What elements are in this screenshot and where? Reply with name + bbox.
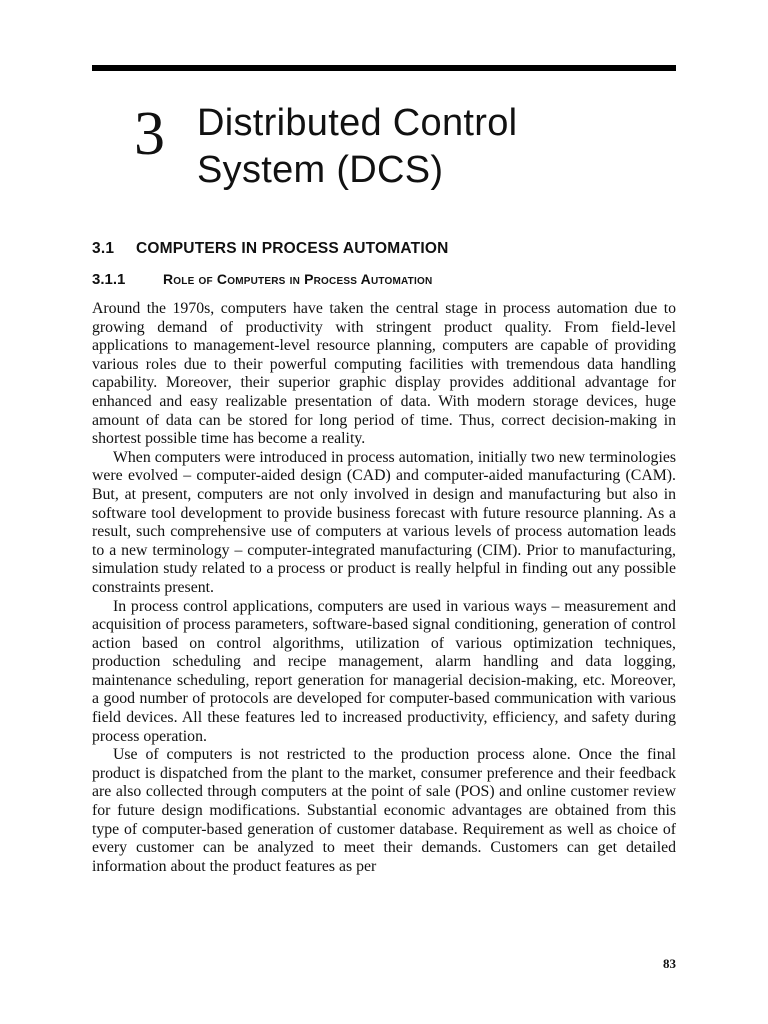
top-rule <box>92 65 676 71</box>
page-number: 83 <box>663 956 676 971</box>
paragraph: In process control applications, computers are used in various ways – measurement and acquisition of process parameters, software-based signal conditioning, generation of control action based on control algorithms, utilization of various optimization techniques, production scheduling and recipe management, alarm handling and data logging, maintenance scheduling, report generation for managerial decision-making, etc. Moreover, a good number of protocols are developed for computer-based communication with various field devices. All these features led to increased productivity, efficiency, and safety during process operation. <box>92 597 676 745</box>
paragraph: When computers were introduced in process automation, initially two new terminologies were evolved – computer-aided design (CAD) and computer-aided manufacturing (CAM). But, at present, computers are not only involved in design and manufacturing but also in software tool development to provide business forecast with future resource planning. As a result, such comprehensive use of computers at various levels of process automation leads to a new terminology – computer-integrated manufacturing (CIM). Prior to manufacturing, simulation study related to a process or product is really helpful in finding out any possible constraints present. <box>92 448 676 596</box>
chapter-number: 3 <box>134 100 165 168</box>
section-number: 3.1 <box>92 240 115 257</box>
subsection-title: Role of Computers in Process Automation <box>163 271 433 287</box>
body-text <box>92 300 676 876</box>
chapter-title-line-1: Distributed Control <box>197 102 518 144</box>
chapter-title <box>197 100 517 194</box>
subsection-heading <box>92 271 432 288</box>
paragraph: Use of computers is not restricted to the production process alone. Once the final product is dispatched from the plant to the market, consumer preference and their feedback are also collected through computers at the point of sale (POS) and online customer review for future design modifications. Substantial economic advantages are obtained from this type of computer-based generation of customer database. Requirement as well as choice of every customer can be analyzed to meet their demands. Customers can get detailed information about the product features as per <box>92 746 676 875</box>
chapter-title-line-2: System (DCS) <box>197 149 444 191</box>
subsection-number: 3.1.1 <box>92 271 126 288</box>
paragraph: Around the 1970s, computers have taken the central stage in process automation due to growing demand of productivity with stringent product quality. From field-level applications to management-level resource planning, computers are capable of providing various roles due to their powerful computing facilities with tremendous data handling capability. Moreover, their superior graphic display provides additional advantage for enhanced and easy realizable presentation of data. With modern storage devices, huge amount of data can be stored for long period of time. Thus, correct decision-making in shortest possible time has become a reality. <box>92 300 676 448</box>
section-heading <box>92 240 448 258</box>
section-title: COMPUTERS IN PROCESS AUTOMATION <box>136 240 449 257</box>
